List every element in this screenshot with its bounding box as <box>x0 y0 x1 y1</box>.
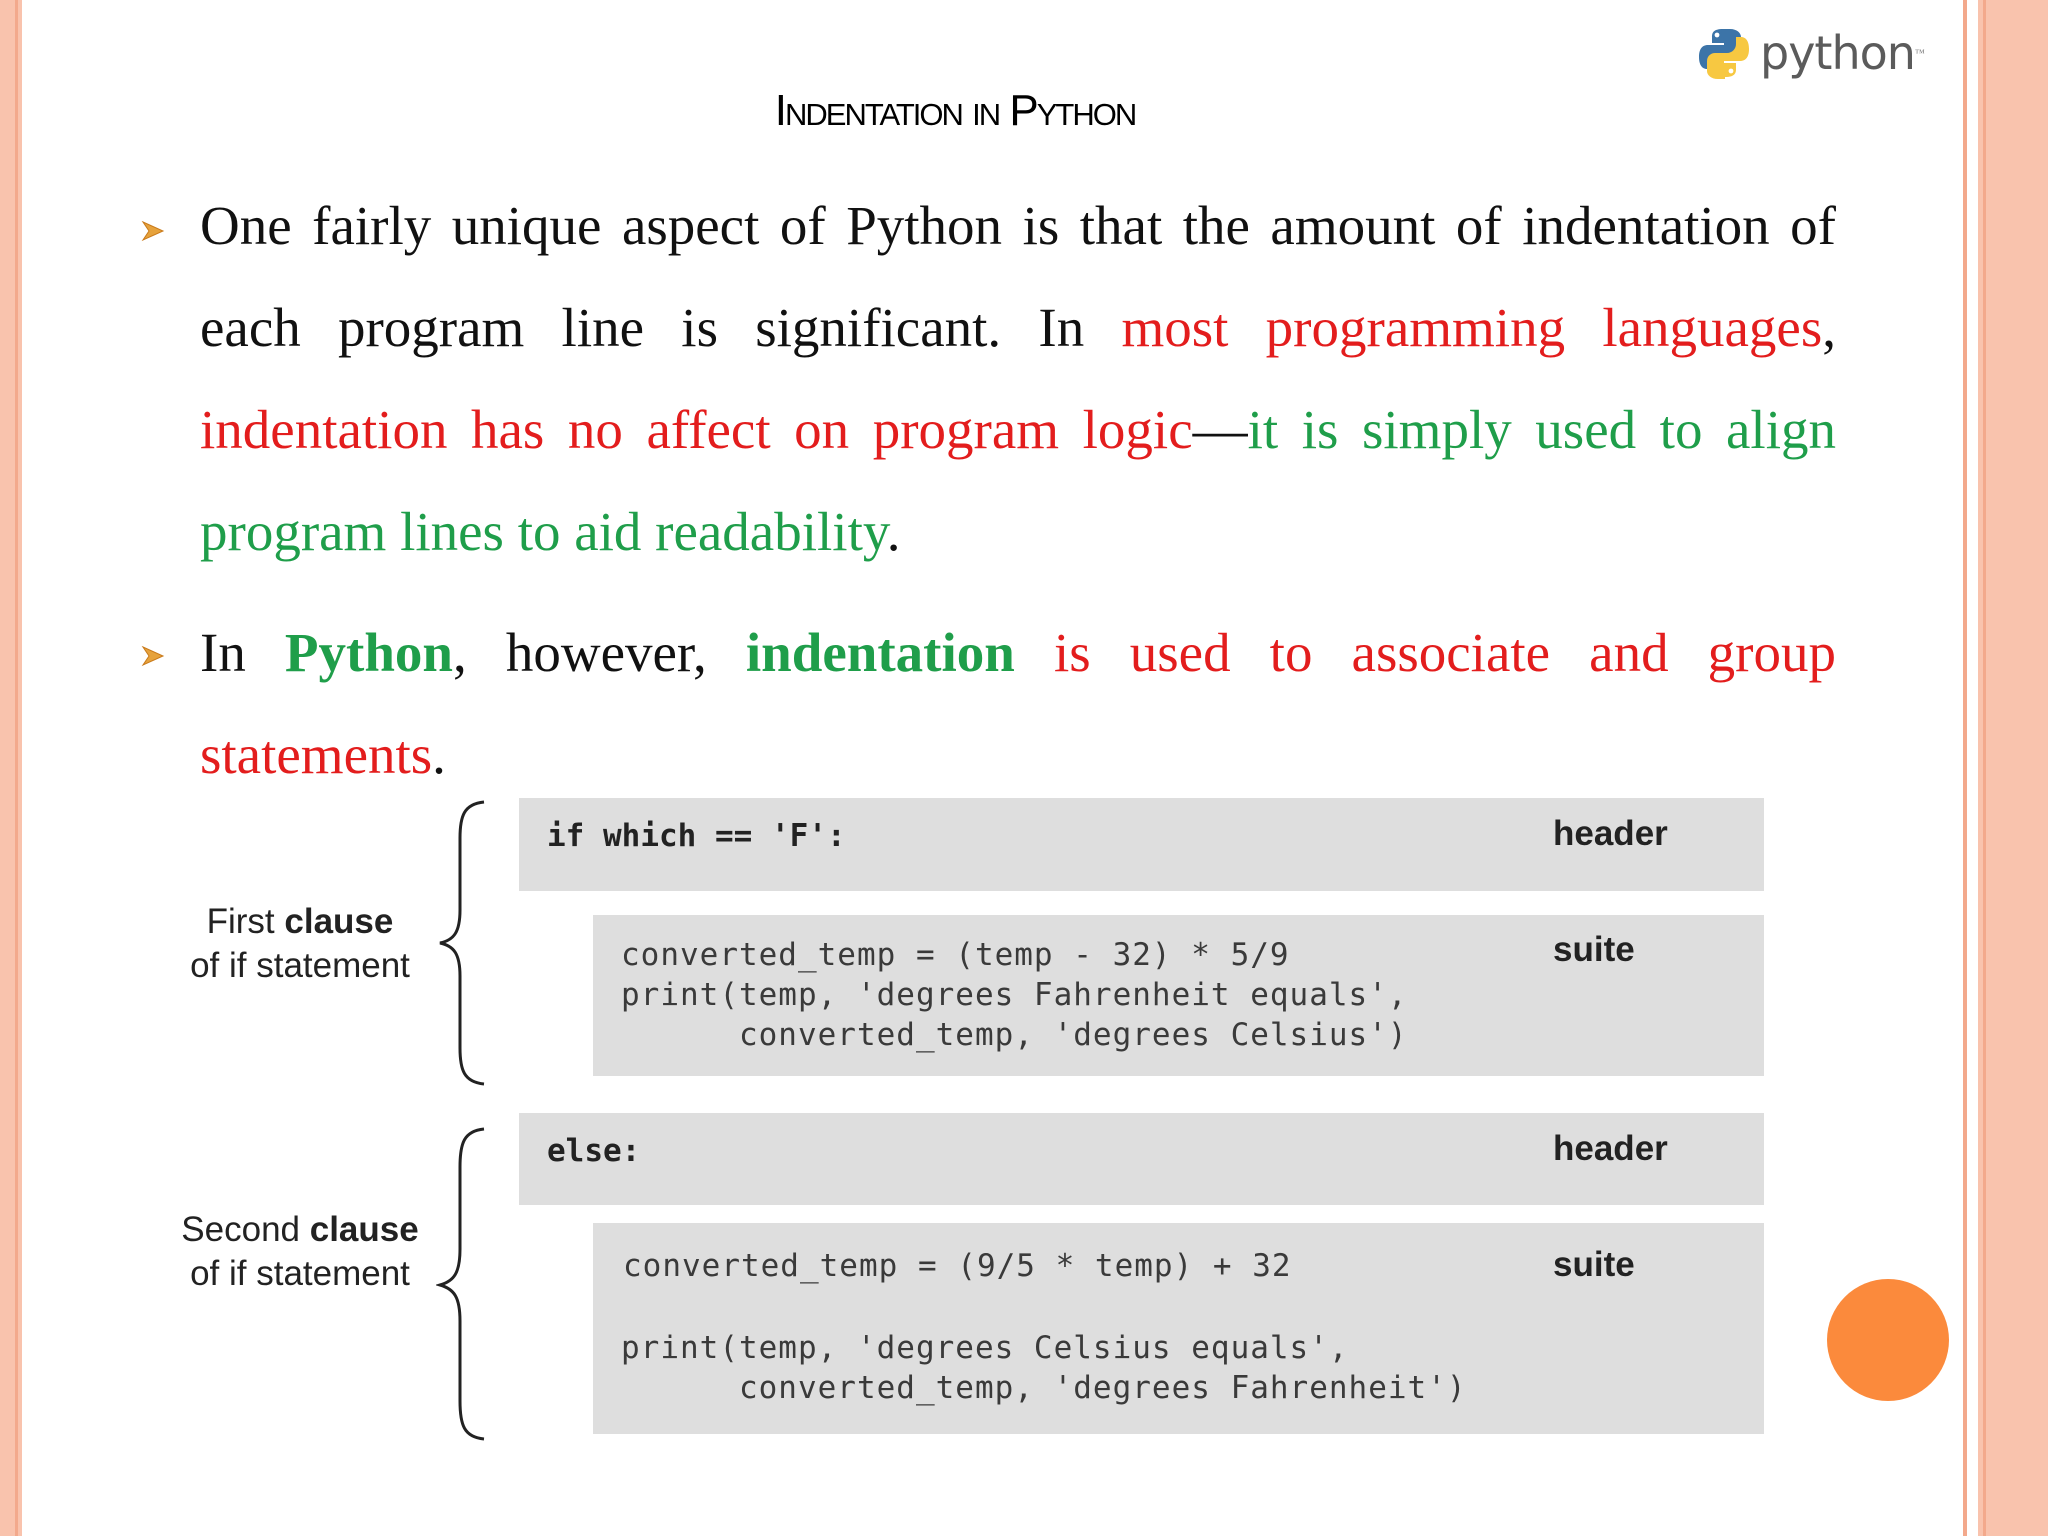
clause-brace-icon <box>436 1125 486 1443</box>
suite-tag: suite <box>1553 1245 1635 1284</box>
logo-wordmark: python <box>1760 26 1915 80</box>
code-suite-2-line1: converted_temp = (9/5 * temp) + 32 <box>623 1248 1292 1284</box>
suite-tag: suite <box>1553 930 1635 969</box>
right-border <box>1978 0 2048 1536</box>
right-border-line <box>1963 0 1967 1536</box>
clause-brace-icon <box>436 798 486 1088</box>
first-clause-label: First clause of if statement <box>190 902 410 985</box>
bullet-point-1: One fairly unique aspect of Python is that the amount of indentation of each program line is significant. In most programming languages, indentation has no affect on program logic—it is simply used to align program lines to aid readability. <box>200 195 1836 562</box>
right-border-line <box>1983 0 1986 1536</box>
python-logo <box>1696 18 1925 88</box>
left-border-line <box>15 0 18 1536</box>
code-header-else: else: <box>547 1133 641 1169</box>
header-tag: header <box>1553 1129 1668 1168</box>
code-header-if: if which == 'F': <box>547 818 846 854</box>
second-clause-label: Second clause of if statement <box>181 1210 419 1293</box>
bullet-arrow-icon <box>140 218 166 244</box>
bullet-point-2: In Python, however, indentation is used to associate and group statements. <box>200 622 1836 785</box>
code-suite-2-line2: print(temp, 'degrees Celsius equals', converted_temp, 'degrees Fahrenheit') <box>621 1330 1467 1406</box>
code-suite-1: converted_temp = (temp - 32) * 5/9 print(temp, 'degrees Fahrenheit equals', converted_temp, 'degrees Celsius') <box>621 937 1408 1053</box>
bullet-arrow-icon <box>140 643 166 669</box>
logo-trademark: ™ <box>1914 47 1925 59</box>
decorative-orange-circle <box>1827 1279 1949 1401</box>
page-title: Indentation in Python <box>774 86 1136 135</box>
left-border <box>0 0 22 1536</box>
header-tag: header <box>1553 814 1668 853</box>
python-snake-icon <box>1696 25 1752 81</box>
